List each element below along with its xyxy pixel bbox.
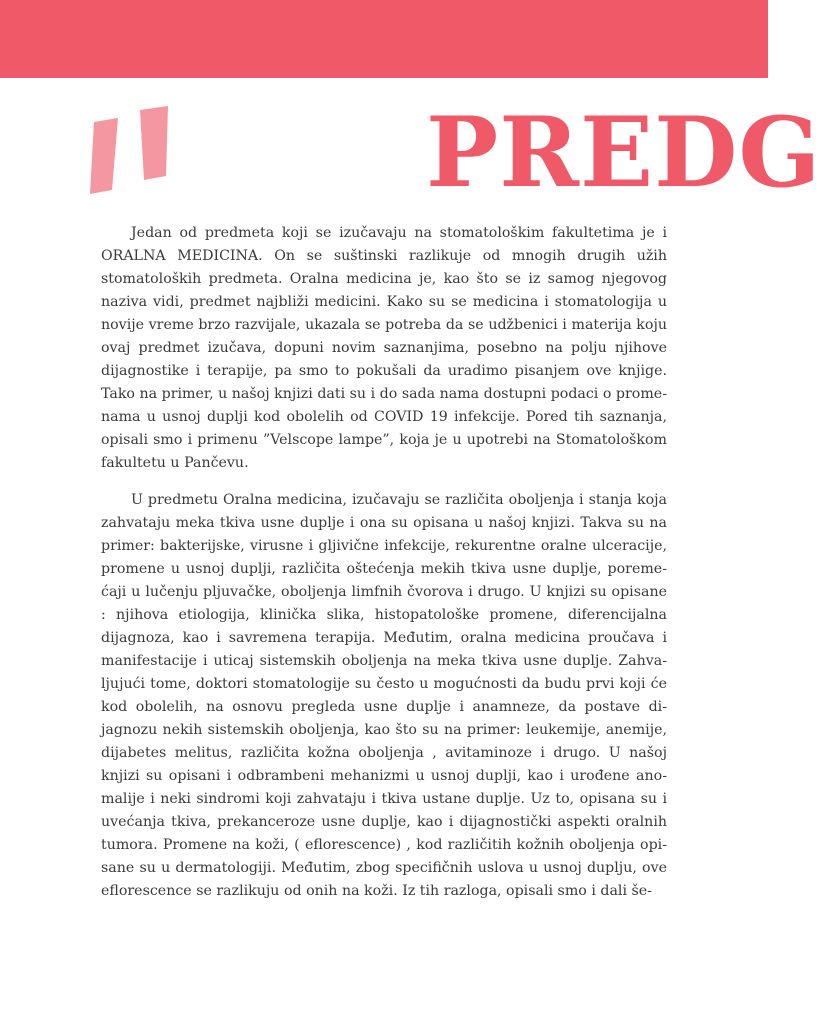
- paragraph: Jedan od predmeta koji se izučavaju na stomatološkim fakultetima je i ORALNA MEDICINA. On se suštinski razlikuje od mnogih drugih užih stomatoloških predmeta. Oralna medicina je, kao što se iz samog njegovog naziva vidi, predmet najbliži medicini. Kako su se medicina i stomatologija u novije vreme brzo razvijale, ukazala se potreba da se udžbenici i materija koju ovaj predmet izučava, dopuni novim saznanjima, posebno na polju njihove dijagnostike i terapije, pa smo to pokušali da uradimo pisanjem ove knjige. Tako na primer, u našoj knjizi dati su i do sada nama dostupni podaci o promenama u usnoj duplji kod obolelih od COVID 19 infekcije. Pored tih saznanja, opisali smo i primenu ”Velscope lampe”, koja je u upotrebi na Stomatološkom fakultetu u Pančevu.: [101, 225, 667, 471]
- paragraph: U predmetu Oralna medicina, izučavaju se različita oboljenja i stanja koja zahvataju meka tkiva usne duplje i ona su opisana u našoj knjizi. Takva su na primer: bakterijske, virusne i gljivične infekcije, rekurentne oralne ulceracije, promene u usnoj duplji, različita oštećenja mekih tkiva usne duplje, poremećaji u lučenju pljuvačke, oboljenja limfnih čvorova i drugo. U knjizi su opisane : njihova etiologija, klinička slika, histopatološke promene, diferencijalna dijagnoza, kao i savremena terapija. Međutim, oralna medicina proučava i manifestacije i uticaj sistemskih oboljenja na meka tkiva usne duplje. Zahvaljujući tome, doktori stomatologije su često u mogućnosti da budu prvi koji će kod obolelih, na osnovu pregleda usne duplje i anamneze, da postave dijagnozu nekih sistemskih oboljenja, kao što su na primer: leukemije, anemije, dijabetes melitus, različita kožna oboljenja , avitaminoze i drugo. U našoj knjizi su opisani i odbrambeni mehanizmi u usnoj duplji, kao i urođene anomalije i neki sindromi koji zahvataju i tkiva ustane duplje. Uz to, opisana su i uvećanja tkiva, prekanceroze usne duplje, kao i dijagnostički aspekti oralnih tumora. Promene na koži, ( eflorescence) , kod različitih kožnih oboljenja opisane su u dermatologiji. Međutim, zbog specifičnih uslova u usnoj duplju, ove eflorescence se razlikuju od onih na koži. Iz tih razloga, opisali smo i dali še-: [101, 492, 667, 899]
- header-band: [0, 0, 768, 78]
- double-quote-icon: [88, 104, 172, 196]
- body-text: [101, 222, 667, 917]
- page-title: PREDG: [426, 96, 821, 209]
